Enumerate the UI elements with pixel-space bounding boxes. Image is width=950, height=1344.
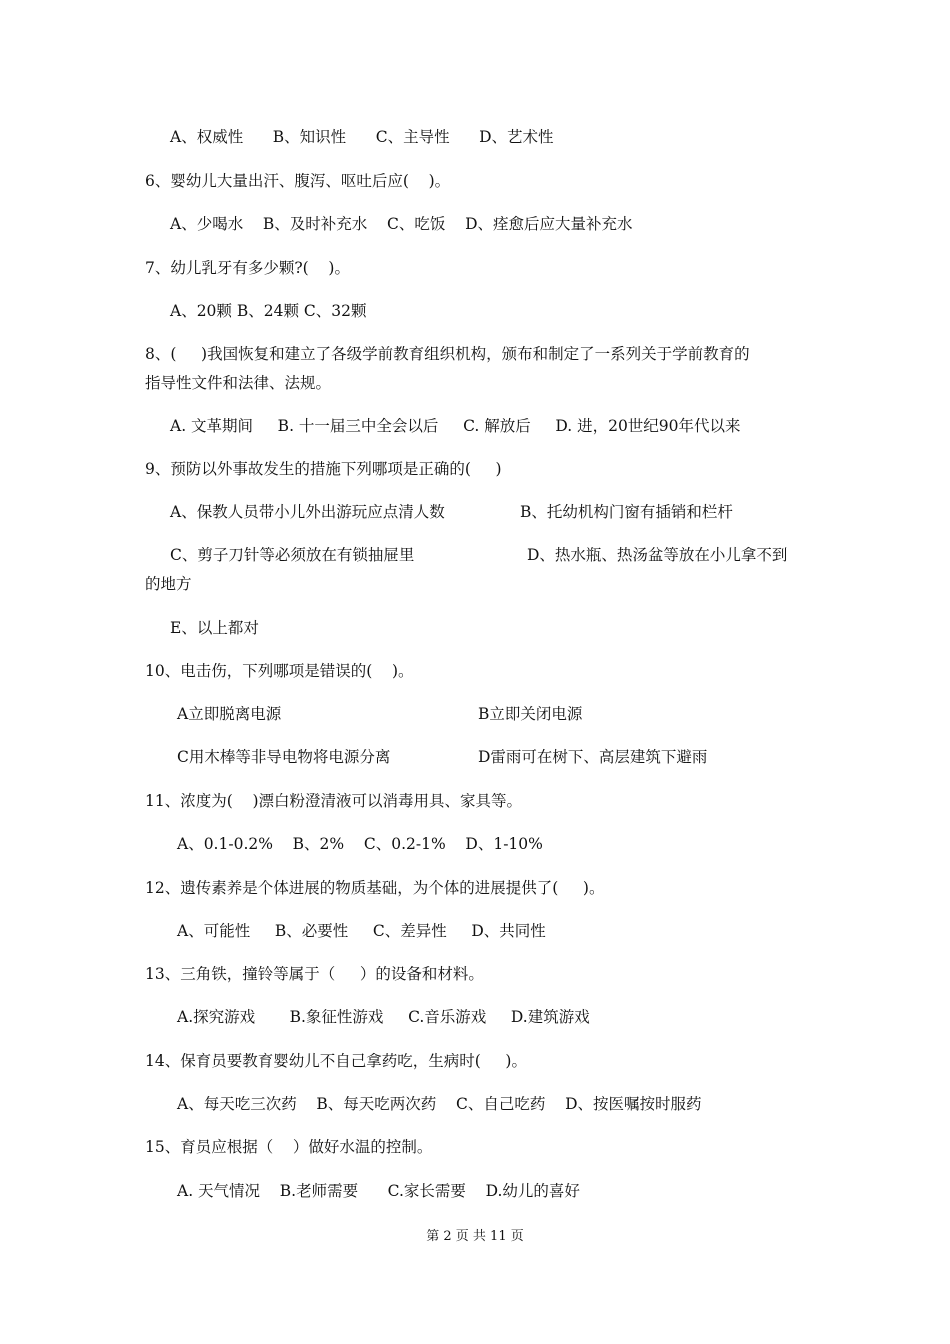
q8-options: A. 文革期间 B. 十一届三中全会以后 C. 解放后 D. 进，20世纪90年代以来 bbox=[170, 417, 741, 435]
q13-options: A.探究游戏 B.象征性游戏 C.音乐游戏 D.建筑游戏 bbox=[177, 1008, 590, 1026]
q14-options: A、每天吃三次药 B、每天吃两次药 C、自己吃药 D、按医嘱按时服药 bbox=[177, 1095, 702, 1113]
question-8-cont: 指导性文件和法律、法规。 bbox=[145, 374, 332, 392]
question-14: 14、保育员要教育婴幼儿不自己拿药吃，生病时( )。 bbox=[145, 1052, 527, 1070]
question-8: 8、( )我国恢复和建立了各级学前教育组织机构，颁布和制定了一系列关于学前教育的 bbox=[145, 345, 750, 363]
q9-option-d-cont: 的地方 bbox=[145, 575, 192, 593]
page-footer: 第 2 页 共 11 页 bbox=[426, 1229, 524, 1244]
question-12: 12、遗传素养是个体进展的物质基础，为个体的进展提供了( )。 bbox=[145, 879, 605, 897]
question-15: 15、育员应根据（ ）做好水温的控制。 bbox=[145, 1138, 433, 1156]
q15-options: A. 天气情况 B.老师需要 C.家长需要 D.幼儿的喜好 bbox=[177, 1182, 580, 1200]
q9-option-a: A、保教人员带小儿外出游玩应点清人数 bbox=[170, 503, 445, 521]
question-11: 11、浓度为( )漂白粉澄清液可以消毒用具、家具等。 bbox=[145, 792, 523, 810]
question-7: 7、幼儿乳牙有多少颗?( )。 bbox=[145, 259, 350, 277]
q9-option-d: D、热水瓶、热汤盆等放在小儿拿不到 bbox=[527, 546, 788, 564]
q5-options: A、权威性 B、知识性 C、主导性 D、艺术性 bbox=[170, 128, 554, 146]
q11-options: A、0.1-0.2% B、2% C、0.2-1% D、1-10% bbox=[177, 835, 543, 853]
q10-option-b: B立即关闭电源 bbox=[478, 705, 583, 723]
q10-option-d: D雷雨可在树下、高层建筑下避雨 bbox=[478, 748, 708, 766]
q10-option-a: A立即脱离电源 bbox=[177, 705, 282, 723]
q7-options: A、20颗 B、24颗 C、32颗 bbox=[170, 302, 367, 320]
question-13: 13、三角铁，撞铃等属于（ ）的设备和材料。 bbox=[145, 965, 484, 983]
q6-options: A、少喝水 B、及时补充水 C、吃饭 D、痊愈后应大量补充水 bbox=[170, 215, 633, 233]
question-10: 10、电击伤，下列哪项是错误的( )。 bbox=[145, 662, 414, 680]
question-9: 9、预防以外事故发生的措施下列哪项是正确的( ) bbox=[145, 460, 502, 478]
q10-option-c: C用木棒等非导电物将电源分离 bbox=[177, 748, 391, 766]
q12-options: A、可能性 B、必要性 C、差异性 D、共同性 bbox=[177, 922, 546, 940]
q9-option-e: E、以上都对 bbox=[170, 619, 259, 637]
question-6: 6、婴幼儿大量出汗、腹泻、呕吐后应( )。 bbox=[145, 172, 451, 190]
q9-option-b: B、托幼机构门窗有插销和栏杆 bbox=[520, 503, 733, 521]
q9-option-c: C、剪子刀针等必须放在有锁抽屉里 bbox=[170, 546, 415, 564]
